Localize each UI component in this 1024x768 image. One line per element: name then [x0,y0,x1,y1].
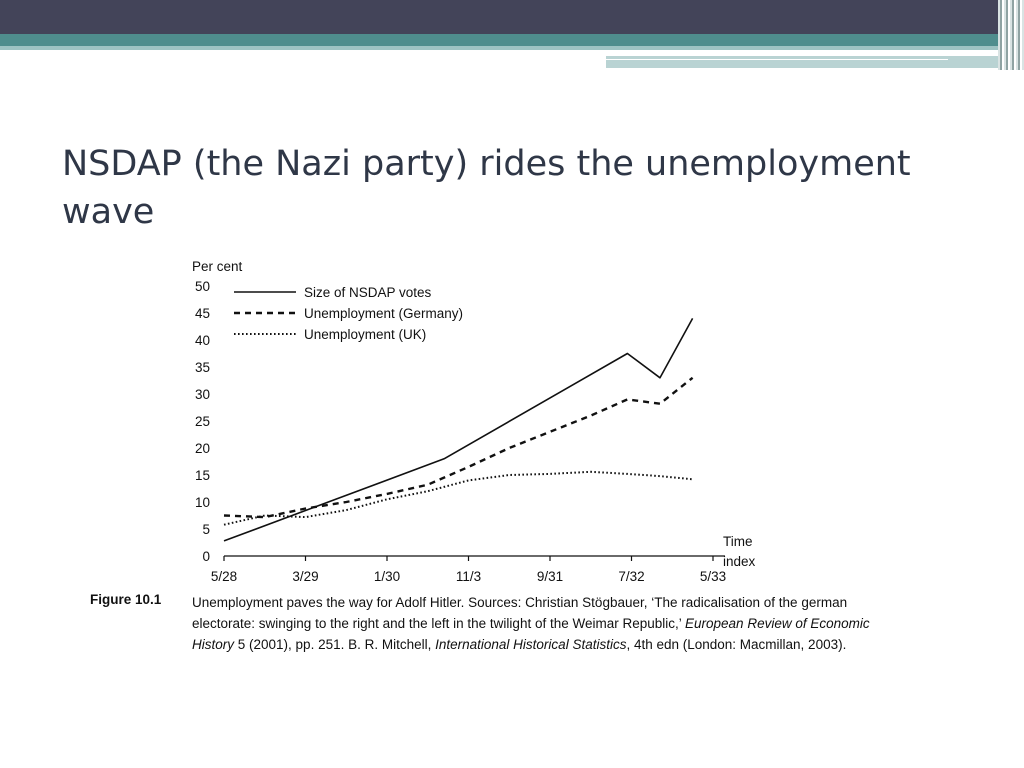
caption-book: International Historical Statistics [435,637,627,652]
slide-title: NSDAP (the Nazi party) rides the unemployment wave [62,144,911,232]
series-line-3 [224,472,693,525]
header-stripes [998,0,1024,70]
caption-text-2: 5 (2001), pp. 251. B. R. Mitchell, [234,637,436,652]
y-tick-label: 25 [194,414,210,429]
legend-label: Size of NSDAP votes [304,285,432,300]
caption-text-1: Unemployment paves the way for Adolf Hitler. Sources: Christian Stögbauer, ‘The radicalisation of the german electorate: swinging to the right and the left in the twilight of the Weimar Republic,’ [192,595,848,631]
header-band-dark [0,0,1024,34]
x-tick-label: 3/29 [292,569,319,584]
y-tick-label: 10 [194,495,210,510]
legend-label: Unemployment (Germany) [304,306,464,321]
header-accent-line [606,59,948,60]
y-tick-label: 5 [202,522,210,537]
x-tick-label: 5/28 [210,569,238,584]
legend-label: Unemployment (UK) [304,327,427,342]
y-tick-label: 50 [194,279,210,294]
x-tick-label: 11/3 [455,569,482,584]
y-axis-label: Per cent [192,259,243,274]
x-axis-label: Time [723,534,753,549]
y-tick-label: 40 [194,333,210,348]
caption-text-3: , 4th edn (London: Macmillan, 2003). [626,637,847,652]
x-tick-label: 7/32 [618,569,645,584]
caption-journal: European Review of Economic History [192,616,870,652]
x-tick-label: 1/30 [373,569,401,584]
header-band-teal [0,34,1024,46]
y-tick-label: 30 [194,387,210,402]
y-tick-label: 45 [194,306,210,321]
figure-caption [192,592,912,655]
figure-label: Figure 10.1 [90,592,162,607]
y-tick-label: 20 [194,441,210,456]
series-line-2 [224,378,693,517]
header-band-accent [606,56,1006,68]
x-tick-label: 9/31 [536,569,564,584]
y-tick-label: 15 [194,468,210,483]
x-tick-label: 5/33 [699,569,727,584]
y-tick-label: 35 [194,360,210,375]
line-chart [180,254,780,584]
series-line-1 [224,318,693,541]
y-tick-label: 0 [202,549,210,564]
x-axis-label: index [723,554,756,569]
